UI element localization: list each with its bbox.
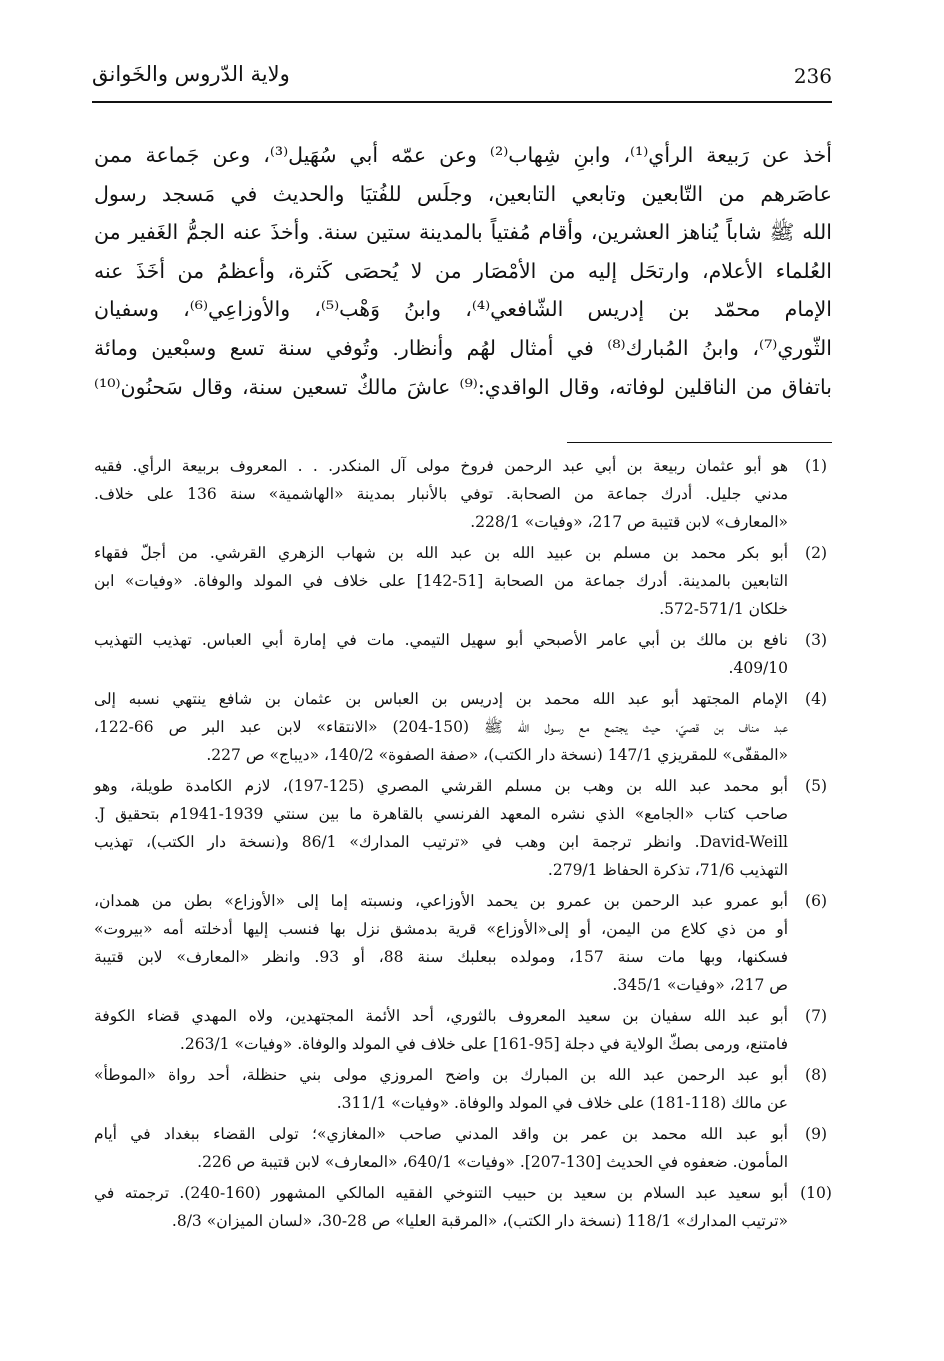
footnote-6 bbox=[94, 887, 832, 999]
footnote-line: عبد مناف بن قصيّ، حيث يجتمع مع رسول الله ﷺ (150-204) «الانتقاء» لابن عبد البر ص 66-122، bbox=[94, 718, 789, 736]
footnote-line: أبو سعيد عبد السلام بن سعيد بن حبيب التنوخي الفقيه المالكي المشهور (160-240). ترجمته في bbox=[94, 1184, 788, 1202]
text-line: الثّوري⁽⁷⁾، وابنُ المُبارك⁽⁸⁾ في أمثال لهُم وأنظار. وتُوفي سنة تسع وسبْعين ومائة bbox=[94, 335, 832, 360]
footnote-line: نافع بن مالك بن أبي عامر الأصبحي أبو سهيل التيمي. مات في إمارة أبي العباس. تهذيب التهذيب bbox=[94, 631, 788, 649]
footnote-number: (8) bbox=[805, 1066, 827, 1084]
main-text bbox=[94, 136, 832, 406]
footnote-number: (6) bbox=[805, 892, 827, 910]
footnote-line: أبو محمد عبد الله بن وهب بن مسلم القرشي المصري (125-197)، لازم الكامدة طويلة، وهو bbox=[94, 777, 788, 795]
footnote-line: «المعارف» لابن قتيبة ص 217، «وفيات» 228/1. bbox=[470, 513, 788, 531]
running-title: ولاية الدّروس والخَوانق bbox=[92, 62, 290, 86]
footnote-separator bbox=[567, 442, 832, 443]
footnote-number: (9) bbox=[805, 1125, 827, 1143]
footnote-number: (1) bbox=[805, 457, 827, 475]
footnote-line: 409/10. bbox=[728, 659, 788, 677]
footnote-line: أبو عبد الرحمن عبد الله بن المبارك بن واضح المروزي مولى بني حنظلة، أحد رواة «الموطأ» bbox=[94, 1066, 788, 1084]
footnote-line: خلكان 571/1-572. bbox=[659, 600, 788, 618]
text-line: العُلماء الأعلام، وارتحَل إليه من الأمْصَار من لا يُحصَى كَثرة، وأعظمُ من أخَذَ عنه bbox=[94, 258, 832, 283]
text-line: الله ﷺ شاباً يُناهز العشرين، وأقام مُفتياً بالمدينة ستين سنة. وأخذَ عنه الجمُّ الغَفير من bbox=[94, 220, 832, 245]
text-line: الإمام محمّد بن إدريس الشّافعي⁽⁴⁾، وابنُ وَهْب⁽⁵⁾، والأوزاعِي⁽⁶⁾، وسفيان bbox=[94, 297, 832, 322]
page-number: 236 bbox=[793, 64, 832, 88]
footnote-5 bbox=[94, 772, 832, 884]
footnote-line: الإمام المجتهد أبو عبد الله محمد بن إدريس بن العباس بن عثمان بن شافع ينتهي نسبه إلى bbox=[94, 690, 788, 708]
footnote-number: (7) bbox=[805, 1007, 827, 1025]
text-line: باتفاق من الناقلين لوفاته، وقال الواقدي:⁽⁹⁾ عاشَ مالكٌ تسعين سنة، وقال سَحنُون⁽¹⁰⁾ bbox=[94, 374, 832, 399]
footnote-line: «المقفّى» للمقريزي 147/1 (نسخة دار الكتب)، «صفة الصفوة» 140/2، «ديباج» ص 227. bbox=[206, 746, 788, 764]
footnote-line: أبو بكر محمد بن مسلم بن عبيد الله بن عبد الله بن شهاب الزهري القرشي. من أجلّ فقهاء bbox=[94, 544, 788, 562]
footnote-1 bbox=[94, 452, 832, 536]
footnote-line: فسكنها، وبها مات سنة 157، ومولده ببعلبك سنة 88، أو 93. وانظر «المعارف» لابن قتيبة bbox=[94, 948, 789, 966]
footnote-3 bbox=[94, 626, 832, 682]
footnotes bbox=[94, 452, 832, 1238]
footnote-9 bbox=[94, 1120, 832, 1176]
header-rule bbox=[92, 101, 832, 103]
footnote-4 bbox=[94, 685, 832, 769]
footnote-line: هو أبو عثمان ربيعة بن أبي عبد الرحمن فروخ مولى آل المنكدر. . . المعروف بربيعة الرأي. فقيه bbox=[94, 457, 788, 475]
footnote-number: (10) bbox=[800, 1184, 832, 1202]
footnote-line: التابعين بالمدينة. أدرك جماعة من الصحابة [51-142] على خلاف في المولد والوفاة. «وفيات» ابن bbox=[94, 572, 788, 590]
text-line: عاصَرهم من التّابعين وتابعي التابعين، وجلَس للفُتيَا والحديث في مَسجد رسول bbox=[94, 181, 832, 206]
footnote-8 bbox=[94, 1061, 832, 1117]
footnote-line: التهذيب 71/6، تذكرة الحفاظ 279/1. bbox=[547, 861, 788, 879]
footnote-line: أو من ذي كلاع من اليمن، أو إلى«الأوزاع» قرية بدمشق نزل بها فنسب إليها أدخلته أمه «بيروت» bbox=[94, 920, 788, 938]
footnote-line: مدني جليل. أدرك جماعة من الصحابة. توفي بالأنبار بمدينة «الهاشمية» سنة 136 على خلاف. bbox=[94, 485, 788, 503]
footnote-line: المأمون. ضعفوه في الحديث [130-207]. «وفيات» 640/1، «المعارف» لابن قتيبة ص 226. bbox=[197, 1153, 788, 1171]
footnote-2 bbox=[94, 539, 832, 623]
footnote-line: David-Weill. وانظر ترجمة ابن وهب في «ترتيب المدارك» 86/1 و(نسخة دار الكتب)، تهذيب bbox=[94, 833, 788, 851]
footnote-7 bbox=[94, 1002, 832, 1058]
footnote-line: أبو عبد الله سفيان بن سعيد المعروف بالثوري، أحد الأئمة المجتهدين، ولاه المهدي قضاء الكوفة bbox=[94, 1007, 788, 1025]
footnote-line: أبو عبد الله محمد بن عمر بن واقد المدني صاحب «المغازي»؛ تولى القضاء ببغداد في أيام bbox=[94, 1125, 788, 1143]
footnote-line: أبو عمرو عبد الرحمن بن عمرو بن يحمد الأوزاعي، ونسبته إما إلى «الأوزاع» بطن من همدان، bbox=[94, 892, 788, 910]
page-header bbox=[92, 62, 832, 98]
footnote-10 bbox=[94, 1179, 832, 1235]
text-line: أخذ عن رَبيعة الرأي⁽¹⁾، وابنِ شِهاب⁽²⁾ وعن عمّه أبي سُهَيل⁽³⁾، وعن جَماعة ممن bbox=[94, 143, 833, 167]
footnote-line: ص 217، «وفيات» 345/1. bbox=[612, 976, 788, 994]
footnote-line: فامتنع، ورمى بصكّ الولاية في دجلة [95-161] على خلاف في المولد والوفاة. «وفيات» 263/1. bbox=[179, 1035, 788, 1053]
footnote-number: (3) bbox=[805, 631, 827, 649]
footnote-line: «ترتيب المدارك» 118/1 (نسخة دار الكتب)، «المرقبة العليا» ص 28-30، «لسان الميزان» 8/3. bbox=[171, 1212, 788, 1230]
footnote-line: عن مالك (118-181) على خلاف في المولد والوفاة. «وفيات» 311/1. bbox=[336, 1094, 788, 1112]
footnote-number: (2) bbox=[805, 544, 827, 562]
footnote-number: (5) bbox=[805, 777, 827, 795]
footnote-line: صاحب كتاب «الجامع» الذي نشره المعهد الفرنسي بالقاهرة ما بين سنتي 1939-1941م بتحقيق J. bbox=[94, 805, 788, 823]
footnote-number: (4) bbox=[805, 690, 827, 708]
